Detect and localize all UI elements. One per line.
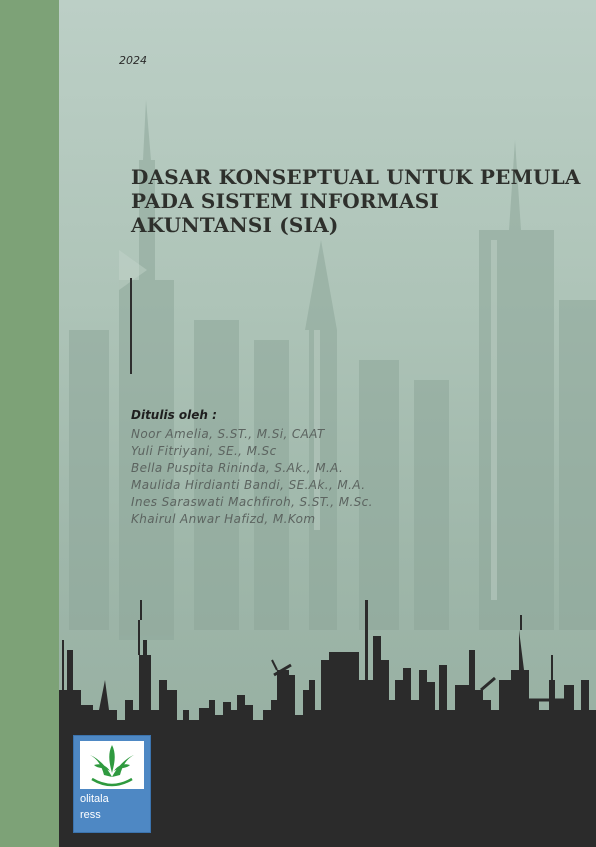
publisher-logo bbox=[73, 735, 151, 833]
title-divider-line bbox=[130, 278, 132, 374]
publisher-name-line1: olitala bbox=[80, 793, 109, 805]
authors-section bbox=[131, 408, 551, 528]
cover-spine-band bbox=[0, 0, 59, 847]
author-name: Ines Saraswati Machfiroh, S.ST., M.Sc. bbox=[131, 495, 373, 509]
author-name: Noor Amelia, S.ST., M.Si, CAAT bbox=[131, 427, 325, 441]
author-name: Maulida Hirdianti Bandi, SE.Ak., M.A. bbox=[131, 478, 366, 492]
publisher-name-line2: ress bbox=[80, 809, 101, 821]
plant-icon bbox=[80, 741, 144, 789]
author-list bbox=[131, 426, 551, 528]
written-by-label: Ditulis oleh : bbox=[131, 408, 217, 422]
book-title: DASAR KONSEPTUAL UNTUK PEMULA PADA SISTEM INFORMASI AKUNTANSI (SIA) bbox=[131, 165, 581, 237]
author-name: Yuli Fitriyani, SE., M.Sc bbox=[131, 444, 277, 458]
publication-year: 2024 bbox=[119, 54, 147, 67]
author-name: Bella Puspita Rininda, S.Ak., M.A. bbox=[131, 461, 344, 475]
author-name: Khairul Anwar Hafizd, M.Kom bbox=[131, 512, 316, 526]
